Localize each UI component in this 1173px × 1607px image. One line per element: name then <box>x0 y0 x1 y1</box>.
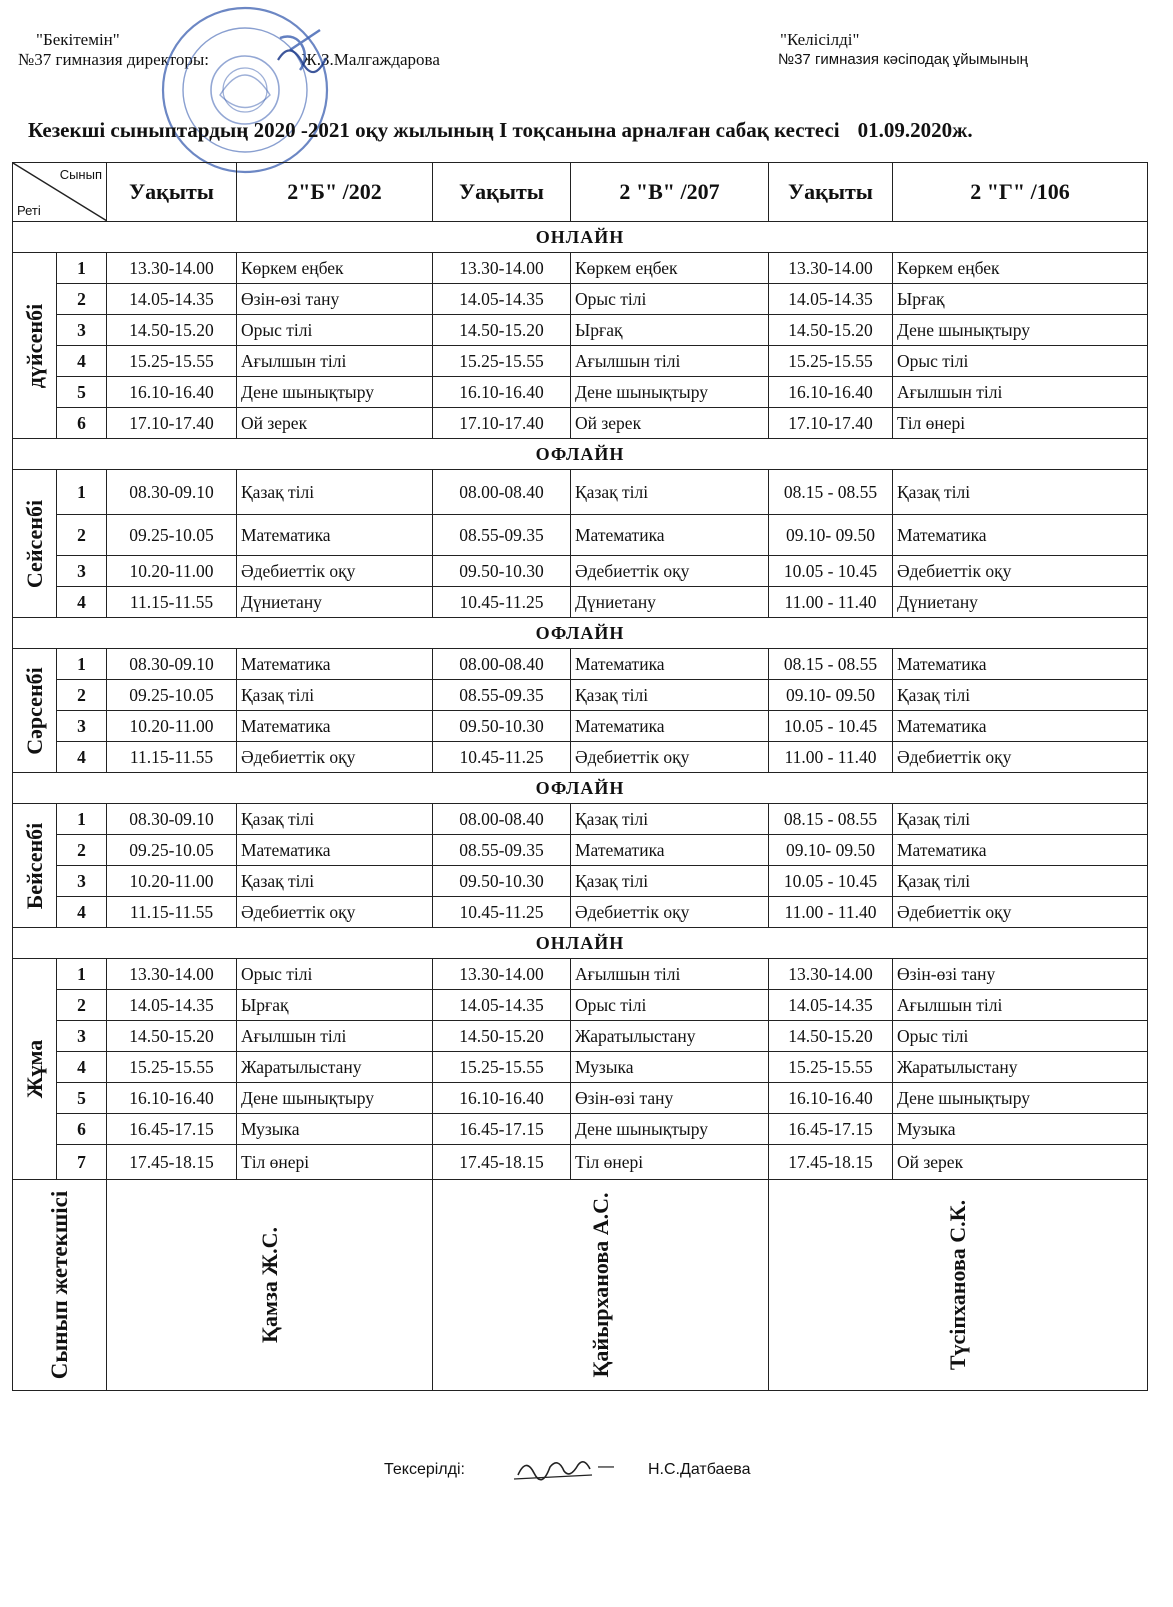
teacher-b-cell <box>107 1180 433 1391</box>
subject-g: Қазақ тілі <box>893 680 1148 711</box>
lesson-row <box>13 1145 1148 1180</box>
subject-b: Өзін-өзі тану <box>237 284 433 315</box>
lesson-number: 1 <box>57 804 107 835</box>
time-v: 15.25-15.55 <box>433 346 571 377</box>
time-g: 16.10-16.40 <box>769 1083 893 1114</box>
time-v: 15.25-15.55 <box>433 1052 571 1083</box>
header-class-g: 2 "Г" /106 <box>893 163 1148 222</box>
lesson-row <box>13 711 1148 742</box>
subject-g: Өзін-өзі тану <box>893 959 1148 990</box>
subject-v: Ырғақ <box>571 315 769 346</box>
subject-b: Математика <box>237 711 433 742</box>
subject-g: Қазақ тілі <box>893 866 1148 897</box>
day-cell <box>13 649 57 773</box>
lesson-row <box>13 866 1148 897</box>
lesson-row <box>13 897 1148 928</box>
lesson-number: 2 <box>57 835 107 866</box>
subject-v: Музыка <box>571 1052 769 1083</box>
time-b: 13.30-14.00 <box>107 253 237 284</box>
lesson-row <box>13 835 1148 866</box>
time-b: 09.25-10.05 <box>107 680 237 711</box>
subject-v: Математика <box>571 515 769 556</box>
checker-name: Н.С.Датбаева <box>648 1461 751 1478</box>
time-b: 11.15-11.55 <box>107 742 237 773</box>
teacher-b: Қамза Ж.С. <box>256 1227 282 1343</box>
time-g: 09.10- 09.50 <box>769 515 893 556</box>
lesson-row <box>13 990 1148 1021</box>
subject-g: Әдебиеттік оқу <box>893 556 1148 587</box>
time-b: 16.10-16.40 <box>107 377 237 408</box>
lesson-row <box>13 377 1148 408</box>
subject-v: Ой зерек <box>571 408 769 439</box>
lesson-number: 6 <box>57 408 107 439</box>
subject-b: Тіл өнері <box>237 1145 433 1180</box>
teacher-v: Қайырханова А.С. <box>587 1192 613 1378</box>
time-g: 14.50-15.20 <box>769 1021 893 1052</box>
time-g: 10.05 - 10.45 <box>769 711 893 742</box>
time-b: 08.30-09.10 <box>107 649 237 680</box>
subject-g: Жаратылыстану <box>893 1052 1148 1083</box>
section-header-row <box>13 222 1148 253</box>
lesson-number: 2 <box>57 284 107 315</box>
time-v: 16.45-17.15 <box>433 1114 571 1145</box>
subject-v: Жаратылыстану <box>571 1021 769 1052</box>
subject-g: Көркем еңбек <box>893 253 1148 284</box>
time-b: 08.30-09.10 <box>107 470 237 515</box>
lesson-row <box>13 470 1148 515</box>
subject-g: Музыка <box>893 1114 1148 1145</box>
subject-v: Әдебиеттік оқу <box>571 742 769 773</box>
lesson-number: 5 <box>57 1083 107 1114</box>
lesson-number: 4 <box>57 742 107 773</box>
subject-v: Тіл өнері <box>571 1145 769 1180</box>
subject-b: Жаратылыстану <box>237 1052 433 1083</box>
section-header-row <box>13 618 1148 649</box>
time-b: 14.05-14.35 <box>107 990 237 1021</box>
time-g: 10.05 - 10.45 <box>769 556 893 587</box>
subject-g: Орыс тілі <box>893 1021 1148 1052</box>
header-time-v: Уақыты <box>433 163 571 222</box>
time-b: 11.15-11.55 <box>107 897 237 928</box>
time-v: 14.05-14.35 <box>433 990 571 1021</box>
section-mode-label: ОФЛАЙН <box>13 773 1148 804</box>
time-v: 17.10-17.40 <box>433 408 571 439</box>
subject-g: Математика <box>893 835 1148 866</box>
subject-v: Дене шынықтыру <box>571 377 769 408</box>
time-g: 11.00 - 11.40 <box>769 742 893 773</box>
subject-v: Математика <box>571 835 769 866</box>
section-header-row <box>13 928 1148 959</box>
lesson-number: 3 <box>57 315 107 346</box>
time-g: 14.50-15.20 <box>769 315 893 346</box>
header-class-b: 2"Б" /202 <box>237 163 433 222</box>
subject-g: Ағылшын тілі <box>893 377 1148 408</box>
subject-b: Ой зерек <box>237 408 433 439</box>
lesson-row <box>13 804 1148 835</box>
lesson-number: 4 <box>57 587 107 618</box>
corner-order-label: Реті <box>17 203 41 218</box>
lesson-number: 7 <box>57 1145 107 1180</box>
day-cell <box>13 253 57 439</box>
time-g: 09.10- 09.50 <box>769 835 893 866</box>
subject-g: Әдебиеттік оқу <box>893 742 1148 773</box>
time-v: 10.45-11.25 <box>433 742 571 773</box>
subject-g: Орыс тілі <box>893 346 1148 377</box>
time-v: 13.30-14.00 <box>433 253 571 284</box>
time-v: 14.50-15.20 <box>433 315 571 346</box>
time-g: 11.00 - 11.40 <box>769 587 893 618</box>
lesson-row <box>13 680 1148 711</box>
lesson-number: 6 <box>57 1114 107 1145</box>
section-mode-label: ОНЛАЙН <box>13 222 1148 253</box>
subject-b: Дүниетану <box>237 587 433 618</box>
time-b: 15.25-15.55 <box>107 346 237 377</box>
subject-b: Дене шынықтыру <box>237 1083 433 1114</box>
lesson-number: 1 <box>57 253 107 284</box>
header-class-v: 2 "В" /207 <box>571 163 769 222</box>
time-v: 08.55-09.35 <box>433 680 571 711</box>
subject-g: Ырғақ <box>893 284 1148 315</box>
time-v: 08.55-09.35 <box>433 515 571 556</box>
subject-b: Әдебиеттік оқу <box>237 897 433 928</box>
subject-g: Дүниетану <box>893 587 1148 618</box>
time-b: 10.20-11.00 <box>107 866 237 897</box>
subject-v: Әдебиеттік оқу <box>571 897 769 928</box>
subject-b: Әдебиеттік оқу <box>237 556 433 587</box>
time-g: 16.45-17.15 <box>769 1114 893 1145</box>
subject-v: Қазақ тілі <box>571 680 769 711</box>
subject-v: Көркем еңбек <box>571 253 769 284</box>
time-b: 08.30-09.10 <box>107 804 237 835</box>
lesson-number: 1 <box>57 959 107 990</box>
time-g: 14.05-14.35 <box>769 990 893 1021</box>
time-b: 15.25-15.55 <box>107 1052 237 1083</box>
subject-v: Өзін-өзі тану <box>571 1083 769 1114</box>
section-mode-label: ОФЛАЙН <box>13 439 1148 470</box>
lesson-number: 5 <box>57 377 107 408</box>
subject-b: Ағылшын тілі <box>237 346 433 377</box>
subject-b: Қазақ тілі <box>237 470 433 515</box>
lesson-number: 3 <box>57 866 107 897</box>
lesson-row <box>13 408 1148 439</box>
title-text: Кезекші сыныптардың 2020 -2021 оқу жылының І тоқсанына арналған сабақ кестесі <box>28 118 840 142</box>
time-g: 17.10-17.40 <box>769 408 893 439</box>
director-name: Ж.З.Малгаждарова <box>301 50 440 69</box>
subject-g: Ой зерек <box>893 1145 1148 1180</box>
agreed-title: "Келісілді" <box>780 30 860 49</box>
subject-v: Ағылшын тілі <box>571 346 769 377</box>
lesson-row <box>13 515 1148 556</box>
subject-b: Математика <box>237 835 433 866</box>
header-time-b: Уақыты <box>107 163 237 222</box>
subject-g: Дене шынықтыру <box>893 315 1148 346</box>
corner-cell <box>13 163 107 222</box>
time-v: 08.55-09.35 <box>433 835 571 866</box>
subject-v: Дене шынықтыру <box>571 1114 769 1145</box>
subject-v: Ағылшын тілі <box>571 959 769 990</box>
subject-g: Ағылшын тілі <box>893 990 1148 1021</box>
lesson-number: 4 <box>57 1052 107 1083</box>
time-v: 10.45-11.25 <box>433 587 571 618</box>
subject-g: Математика <box>893 515 1148 556</box>
lesson-number: 4 <box>57 346 107 377</box>
subject-g: Әдебиеттік оқу <box>893 897 1148 928</box>
day-label: Жұма <box>21 1039 47 1099</box>
day-cell <box>13 470 57 618</box>
day-label: Сәрсенбі <box>21 666 47 755</box>
time-b: 17.45-18.15 <box>107 1145 237 1180</box>
approval-title: "Бекітемін" <box>36 30 120 49</box>
time-v: 08.00-08.40 <box>433 470 571 515</box>
teacher-v-cell <box>433 1180 769 1391</box>
day-label: Сейсенбі <box>21 499 47 588</box>
lesson-row <box>13 1052 1148 1083</box>
time-b: 16.45-17.15 <box>107 1114 237 1145</box>
time-b: 09.25-10.05 <box>107 835 237 866</box>
lesson-row <box>13 742 1148 773</box>
class-teachers-row <box>13 1180 1148 1391</box>
lesson-number: 3 <box>57 1021 107 1052</box>
approval-block-right <box>778 30 1158 70</box>
time-g: 08.15 - 08.55 <box>769 804 893 835</box>
lesson-row <box>13 587 1148 618</box>
section-mode-label: ОФЛАЙН <box>13 618 1148 649</box>
lesson-row <box>13 315 1148 346</box>
subject-b: Математика <box>237 515 433 556</box>
subject-b: Қазақ тілі <box>237 680 433 711</box>
teacher-g-cell <box>769 1180 1148 1391</box>
checked-dash: — <box>598 1458 614 1475</box>
subject-v: Математика <box>571 711 769 742</box>
subject-b: Орыс тілі <box>237 315 433 346</box>
teachers-label-cell <box>13 1180 107 1391</box>
time-b: 17.10-17.40 <box>107 408 237 439</box>
time-g: 14.05-14.35 <box>769 284 893 315</box>
day-label: дүйсенбі <box>21 303 47 388</box>
subject-g: Дене шынықтыру <box>893 1083 1148 1114</box>
section-header-row <box>13 773 1148 804</box>
subject-v: Математика <box>571 649 769 680</box>
time-g: 08.15 - 08.55 <box>769 470 893 515</box>
time-b: 16.10-16.40 <box>107 1083 237 1114</box>
subject-g: Қазақ тілі <box>893 804 1148 835</box>
lesson-number: 1 <box>57 649 107 680</box>
lesson-row <box>13 253 1148 284</box>
checker-signature-icon <box>512 1453 622 1483</box>
time-g: 15.25-15.55 <box>769 346 893 377</box>
time-v: 09.50-10.30 <box>433 556 571 587</box>
subject-v: Дүниетану <box>571 587 769 618</box>
time-v: 16.10-16.40 <box>433 377 571 408</box>
subject-b: Ағылшын тілі <box>237 1021 433 1052</box>
lesson-row <box>13 284 1148 315</box>
official-stamp-icon <box>150 0 340 180</box>
day-label: Бейсенбі <box>21 822 47 909</box>
subject-g: Математика <box>893 649 1148 680</box>
lesson-number: 4 <box>57 897 107 928</box>
time-v: 08.00-08.40 <box>433 804 571 835</box>
lesson-row <box>13 959 1148 990</box>
header-time-g: Уақыты <box>769 163 893 222</box>
time-v: 09.50-10.30 <box>433 711 571 742</box>
header-row <box>13 163 1148 222</box>
teachers-label: Сынып жетекшісі <box>46 1190 72 1380</box>
lesson-row <box>13 1083 1148 1114</box>
time-g: 11.00 - 11.40 <box>769 897 893 928</box>
subject-b: Қазақ тілі <box>237 804 433 835</box>
lesson-row <box>13 346 1148 377</box>
lesson-number: 2 <box>57 990 107 1021</box>
time-g: 10.05 - 10.45 <box>769 866 893 897</box>
subject-g: Қазақ тілі <box>893 470 1148 515</box>
lesson-number: 3 <box>57 556 107 587</box>
time-g: 15.25-15.55 <box>769 1052 893 1083</box>
time-b: 09.25-10.05 <box>107 515 237 556</box>
teacher-g: Түсіпханова С.К. <box>945 1199 970 1371</box>
day-cell <box>13 804 57 928</box>
schedule-table <box>12 162 1148 1391</box>
subject-v: Орыс тілі <box>571 990 769 1021</box>
time-b: 10.20-11.00 <box>107 711 237 742</box>
lesson-row <box>13 1114 1148 1145</box>
time-b: 11.15-11.55 <box>107 587 237 618</box>
time-v: 09.50-10.30 <box>433 866 571 897</box>
section-header-row <box>13 439 1148 470</box>
subject-v: Әдебиеттік оқу <box>571 556 769 587</box>
subject-b: Көркем еңбек <box>237 253 433 284</box>
subject-v: Қазақ тілі <box>571 804 769 835</box>
time-v: 13.30-14.00 <box>433 959 571 990</box>
document-title <box>28 118 1168 143</box>
lesson-row <box>13 556 1148 587</box>
time-g: 13.30-14.00 <box>769 253 893 284</box>
time-g: 17.45-18.15 <box>769 1145 893 1180</box>
day-cell <box>13 959 57 1180</box>
director-label: №37 гимназия директоры: <box>18 50 210 69</box>
lesson-number: 2 <box>57 515 107 556</box>
title-date: 01.09.2020ж. <box>857 118 973 142</box>
schedule-body <box>13 163 1148 1391</box>
subject-b: Дене шынықтыру <box>237 377 433 408</box>
lesson-row <box>13 1021 1148 1052</box>
subject-v: Қазақ тілі <box>571 866 769 897</box>
time-v: 16.10-16.40 <box>433 1083 571 1114</box>
time-b: 14.05-14.35 <box>107 284 237 315</box>
corner-class-label: Сынып <box>59 167 102 182</box>
subject-g: Тіл өнері <box>893 408 1148 439</box>
lesson-number: 3 <box>57 711 107 742</box>
subject-v: Орыс тілі <box>571 284 769 315</box>
checked-block <box>384 1458 751 1479</box>
subject-g: Математика <box>893 711 1148 742</box>
lesson-number: 1 <box>57 470 107 515</box>
subject-v: Қазақ тілі <box>571 470 769 515</box>
lesson-number: 2 <box>57 680 107 711</box>
time-v: 10.45-11.25 <box>433 897 571 928</box>
time-b: 10.20-11.00 <box>107 556 237 587</box>
subject-b: Әдебиеттік оқу <box>237 742 433 773</box>
time-g: 09.10- 09.50 <box>769 680 893 711</box>
union-label: №37 гимназия кәсіподақ ұйымының <box>778 51 1028 68</box>
time-g: 08.15 - 08.55 <box>769 649 893 680</box>
time-v: 17.45-18.15 <box>433 1145 571 1180</box>
subject-b: Музыка <box>237 1114 433 1145</box>
time-v: 14.05-14.35 <box>433 284 571 315</box>
subject-b: Математика <box>237 649 433 680</box>
subject-b: Қазақ тілі <box>237 866 433 897</box>
time-g: 13.30-14.00 <box>769 959 893 990</box>
time-v: 08.00-08.40 <box>433 649 571 680</box>
time-b: 13.30-14.00 <box>107 959 237 990</box>
time-b: 14.50-15.20 <box>107 1021 237 1052</box>
lesson-row <box>13 649 1148 680</box>
checked-label: Тексерілді: <box>384 1461 465 1478</box>
section-mode-label: ОНЛАЙН <box>13 928 1148 959</box>
subject-b: Орыс тілі <box>237 959 433 990</box>
subject-b: Ырғақ <box>237 990 433 1021</box>
time-g: 16.10-16.40 <box>769 377 893 408</box>
time-b: 14.50-15.20 <box>107 315 237 346</box>
time-v: 14.50-15.20 <box>433 1021 571 1052</box>
